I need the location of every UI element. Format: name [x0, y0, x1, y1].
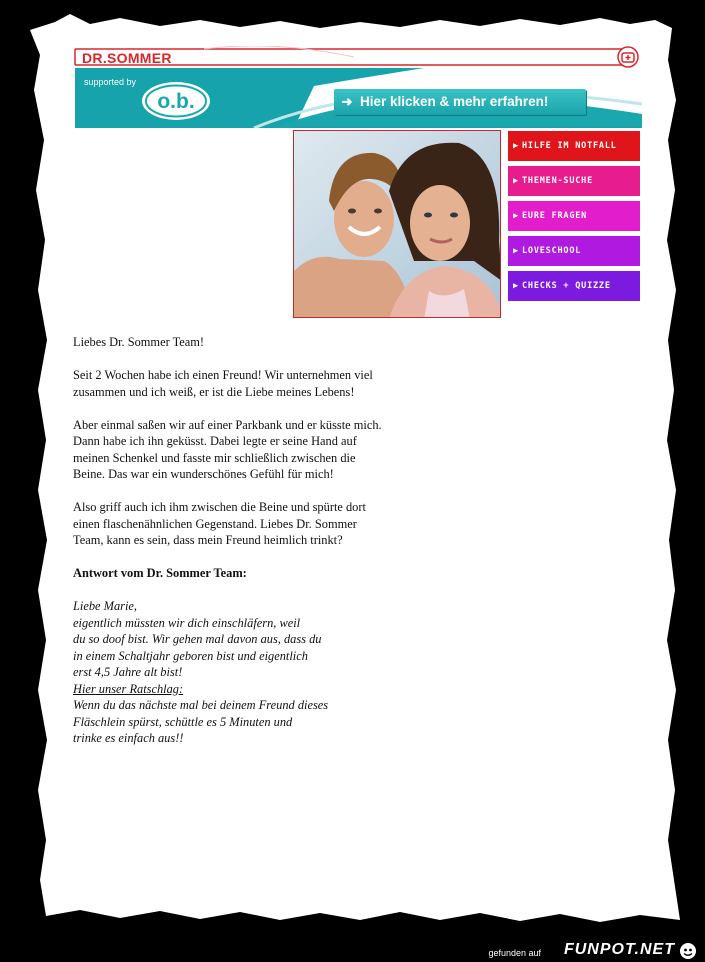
advice-line: Wenn du das nächste mal bei deinem Freund dieses — [73, 698, 329, 712]
triangle-right-icon: ▶ — [513, 211, 519, 221]
funpot-logo-icon — [679, 942, 697, 960]
nav-item-themen-suche[interactable]: ▶ THEMEN-SUCHE — [508, 166, 640, 196]
triangle-right-icon: ▶ — [513, 176, 519, 186]
supported-by-label: supported by — [84, 77, 137, 87]
advice-line: trinke es einfach aus!! — [73, 731, 184, 745]
letter-paragraph: Seit 2 Wochen habe ich einen Freund! Wir unternehmen viel zusammen und ich weiß, er ist die Liebe meines Lebens! — [73, 368, 373, 399]
brand-logo[interactable]: DR.SOMMER — [82, 50, 172, 66]
header-divider — [293, 126, 640, 128]
found-on-label: gefunden auf — [488, 948, 541, 958]
triangle-right-icon: ▶ — [513, 281, 519, 291]
letter-greeting: Liebes Dr. Sommer Team! — [73, 335, 205, 349]
cta-label: Hier klicken & mehr erfahren! — [360, 94, 549, 109]
site-watermark[interactable]: FUNPOT.NET — [563, 941, 675, 958]
arrow-right-icon: ➜ — [341, 94, 353, 109]
couple-photo — [293, 130, 501, 318]
letter-paragraph: Also griff auch ich ihm zwischen die Beine und spürte dort einen flaschenähnlichen Gegenstand. Liebes Dr. Sommer Team, kann es sein, dass mein Freund heimlich trinkt? — [73, 500, 366, 547]
cta-button[interactable] — [334, 89, 586, 115]
answer-line: in einem Schaltjahr geboren bist und eigentlich — [73, 648, 308, 663]
nav-item-checks-quizze[interactable]: ▶ CHECKS + QUIZZE — [508, 271, 640, 301]
letter-content — [73, 334, 383, 747]
answer-heading: Antwort vom Dr. Sommer Team: — [73, 566, 247, 580]
letter-paragraph: Aber einmal saßen wir auf einer Parkbank und er küsste mich. Dann habe ich ihn geküsst. Dabei legte er seine Hand auf meinen Schenkel und fasste mir schließlich zwischen die Beine. Das war ein wunderschönes Gefühl für mich! — [73, 417, 382, 481]
answer-line: Liebe Marie, — [73, 599, 138, 613]
advice-label: Hier unser Ratschlag: — [73, 681, 184, 696]
nav-item-eure-fragen[interactable]: ▶ EURE FRAGEN — [508, 201, 640, 231]
first-aid-icon[interactable] — [620, 49, 636, 65]
triangle-right-icon: ▶ — [513, 246, 519, 256]
triangle-right-icon: ▶ — [513, 141, 519, 151]
nav-item-hilfe-im-notfall[interactable]: ▶ HILFE IM NOTFALL — [508, 131, 640, 161]
advice-line: Fläschlein spürst, schüttle es 5 Minuten und — [73, 714, 293, 729]
answer-line: erst 4,5 Jahre alt bist! — [73, 665, 183, 679]
sponsor-logo-text: o.b. — [157, 90, 195, 113]
answer-text — [73, 598, 383, 747]
nav-item-loveschool[interactable]: ▶ LOVESCHOOL — [508, 236, 640, 266]
answer-line: eigentlich müssten wir dich einschläfern, weil — [73, 615, 301, 630]
answer-line: du so doof bist. Wir gehen mal davon aus, dass du — [73, 632, 322, 646]
sponsor-logo[interactable] — [140, 77, 212, 121]
